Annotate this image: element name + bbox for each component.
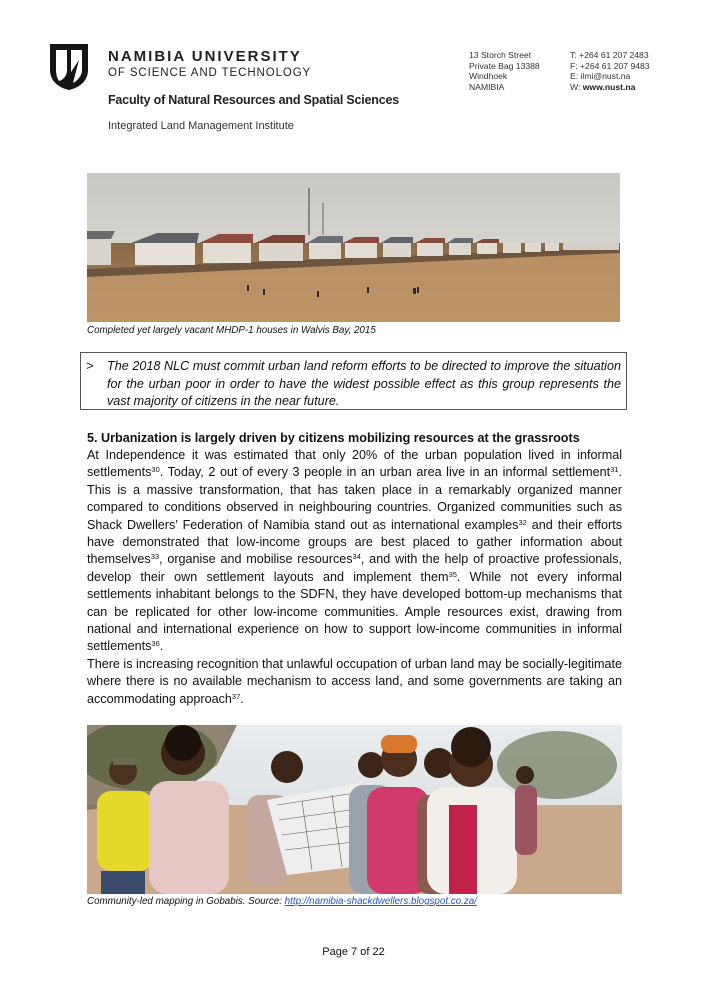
recommendation-text: The 2018 NLC must commit urban land reform efforts to be directed to improve the situation for the urban poor in order to have the widest possible effect as this group represents the vast majority of citizens in the near future. xyxy=(107,359,621,409)
page-number: Page 7 of 22 xyxy=(322,946,385,958)
text-run: , organise and mobilise resources xyxy=(159,552,353,567)
section-body xyxy=(87,447,622,708)
section-heading: 5. Urbanization is largely driven by citizens mobilizing resources at the grassroots xyxy=(87,431,580,445)
footnote-ref[interactable]: 35 xyxy=(448,569,457,579)
university-subtitle: OF SCIENCE AND TECHNOLOGY xyxy=(108,67,312,79)
email-address: E: ilmi@nust.na xyxy=(570,71,631,82)
website-prefix: W: xyxy=(570,81,583,92)
address-line: 13 Storch Street xyxy=(469,50,532,60)
footnote-ref[interactable]: 33 xyxy=(150,552,160,562)
address-line: Windhoek xyxy=(469,71,508,82)
text-run: . This is a massive transformation, that has taken place in a remarkably organized manner compared to conditions observed in neighbouring countries. Organized communities such as Shack Dwellers’ Federation of Namibia stand out as international examples xyxy=(87,465,622,532)
footnote-ref[interactable]: 34 xyxy=(352,552,361,562)
figure-caption: Completed yet largely vacant MHDP-1 houses in Walvis Bay, 2015 xyxy=(87,325,376,336)
text-run: . While not every informal settlements inhabitant belongs to the SDFN, they have developed bottom-up mechanisms that can be replicated for other low-income communities. Ample resources exist, drawing from national and international experience on how to support low-income communities in informal settlements xyxy=(87,569,622,654)
phone-number: T: +264 61 207 2483 xyxy=(570,50,649,60)
faculty-name: Faculty of Natural Resources and Spatial Sciences xyxy=(108,93,399,107)
text-run: . xyxy=(240,691,244,706)
paragraph xyxy=(87,447,622,656)
footnote-ref[interactable]: 31 xyxy=(610,465,619,475)
text-run: and their efforts have demonstrated that low-income groups are best placed to gather information about themselves xyxy=(87,517,623,567)
footnote-ref[interactable]: 36 xyxy=(151,639,160,649)
paragraph xyxy=(87,656,622,708)
footnote-ref[interactable]: 32 xyxy=(518,517,527,527)
text-run: There is increasing recognition that unlawful occupation of urban land may be socially-legitimate where there is no available mechanism to access land, and some governments are taking an accommodating approach xyxy=(87,656,622,706)
footnote-ref[interactable]: 30 xyxy=(151,465,160,475)
text-run: . Today, 2 out of every 3 people in an urban area live in an informal settlement xyxy=(159,465,611,480)
arrow-bullet-icon: > xyxy=(86,358,94,373)
postal-address xyxy=(469,50,540,92)
caption-text: Community-led mapping in Gobabis. Source: xyxy=(87,896,285,907)
university-logo xyxy=(46,40,92,92)
institute-name: Integrated Land Management Institute xyxy=(108,120,294,132)
website xyxy=(570,82,650,93)
university-name: NAMIBIA UNIVERSITY xyxy=(108,48,302,65)
figure-caption xyxy=(87,896,477,907)
text-run: At Independence it was estimated that only 20% of the urban population lived in informal settlements xyxy=(87,448,622,480)
contact-details xyxy=(570,50,650,92)
community-mapping-photo xyxy=(87,725,622,894)
fax-number: F: +264 61 207 9483 xyxy=(570,60,650,71)
address-line: NAMIBIA xyxy=(469,81,505,92)
text-run: . xyxy=(159,639,164,654)
houses-photo xyxy=(87,173,620,322)
source-link[interactable]: http://namibia-shackdwellers.blogspot.co.za/ xyxy=(284,896,477,907)
text-run: , and with the help of proactive professionals, develop their own settlement layouts and implement them xyxy=(87,552,622,584)
footnote-ref[interactable]: 37 xyxy=(231,691,241,701)
address-line: Private Bag 13388 xyxy=(469,60,540,71)
website-link[interactable]: www.nust.na xyxy=(582,81,636,92)
